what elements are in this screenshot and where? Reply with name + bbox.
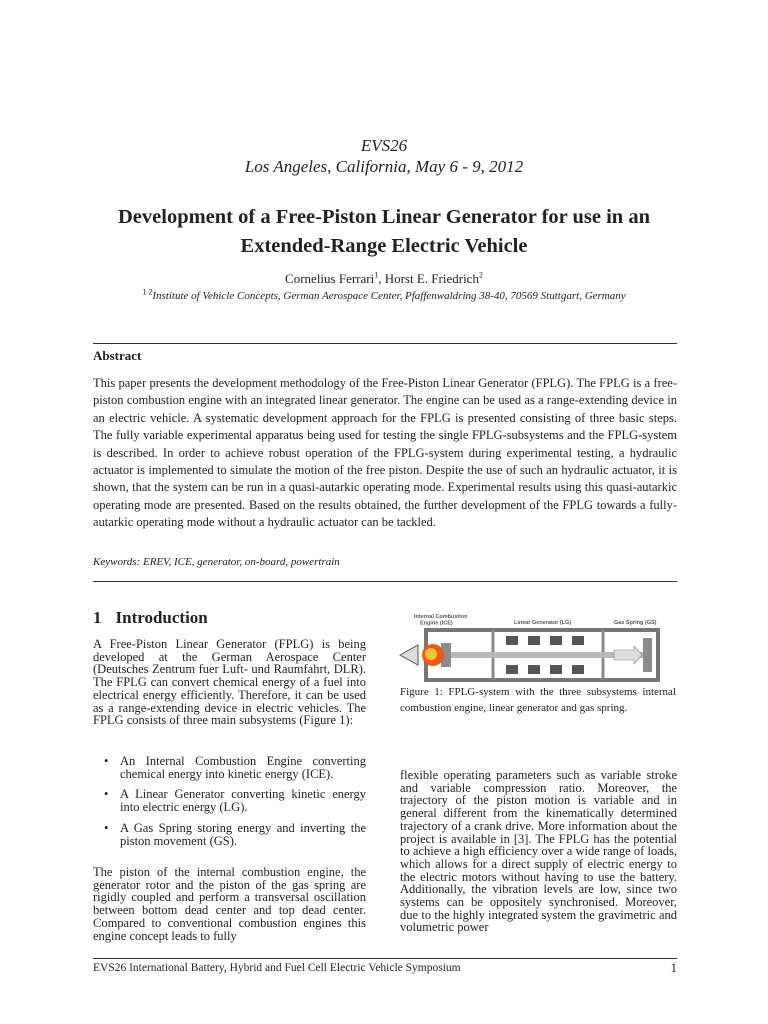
figure-label-lg: Linear Generator (LG) [514, 620, 572, 626]
figure-label-ice-1: Internal Combustion [414, 614, 468, 620]
author-mark: 2 [478, 270, 483, 280]
paper-title-line-1: Development of a Free-Piston Linear Generator for use in an [118, 206, 650, 228]
section-number: 1 [93, 608, 102, 627]
paper-title [0, 203, 768, 261]
affiliation-text: Institute of Vehicle Concepts, German Aerospace Center, Pfaffenwaldring 38-40, 70569 Stuttgart, Germany [152, 290, 626, 302]
list-item [93, 788, 366, 813]
footer-rule [93, 958, 677, 959]
author-name: Horst E. Friedrich [384, 271, 479, 286]
intro-right-paragraph: flexible operating parameters such as variable stroke and variable compression ratio. Moreover, the trajectory of the piston motion is variable and in general different from the kinematically determined trajectory of a crank drive. More information about the project is available in [3]. The FPLG has the potential to achieve a high efficiency over a wide range of loads, which allows for a direct supply of electric energy to the electric motors without having to use the battery. Additionally, the vibration levels are low, since two systems can be oppositely synchronised. Moreover, due to the highly integrated system the gravimetric and volumetric power [400, 768, 677, 935]
affiliation-marks: 1 2 [142, 287, 153, 297]
gas-spring-piston [643, 638, 652, 672]
affiliation [0, 287, 768, 302]
section-heading [93, 608, 208, 628]
footer-text: EVS26 International Battery, Hybrid and Fuel Cell Electric Vehicle Symposium [93, 962, 461, 974]
arrow-right-icon [614, 646, 642, 664]
injector-icon [400, 645, 418, 665]
author-name: Cornelius Ferrari [285, 271, 375, 286]
keywords: Keywords: EREV, ICE, generator, on-board, powertrain [93, 556, 340, 568]
author-list [0, 271, 768, 287]
figure-label-gs: Gas Spring (GS) [614, 620, 657, 626]
figure-caption: Figure 1: FPLG-system with the three subsystems internal combustion engine, linear generator and gas spring. [400, 686, 676, 714]
page-number: 1 [670, 960, 677, 975]
figure-label-ice-2: Engine (ICE) [420, 620, 453, 627]
list-item [93, 755, 366, 780]
bullet-icon: • [104, 787, 109, 802]
author-mark: 1 [374, 270, 379, 280]
bullet-icon: • [104, 820, 109, 835]
abstract-body: This paper presents the development methodology of the Free-Piston Linear Generator (FPLG). The FPLG is a free-piston combustion engine with an integrated linear generator. The engine can be used as a range-extending device in an electric vehicle. A systematic development approach for the FPLG is presented consisting of three basic steps. The fully variable experimental apparatus being used for testing the single FPLG-subsystems and the FPLG-system is described. In order to achieve robust operation of the FPLG-system during experimental testing, a hydraulic actuator is implemented to simulate the motion of the free piston. Despite the use of such an hydraulic actuator, it is shown, that the system can be run in a quasi-autarkic operating mode. Experimental results using this quasi-autarkic operating mode are presented. Based on the results obtained, the further development of the FPLG towards a fully-autarkic operating mode without a hydraulic actuator can be tackled. [93, 376, 677, 530]
author-separator: , [378, 271, 385, 286]
conference-name: EVS26 [360, 136, 408, 155]
intro-paragraph-2: The piston of the internal combustion engine, the generator rotor and the piston of the gas spring are rigidly coupled and perform a transversal oscillation between bottom dead center and top dead center. Compared to conventional combustion engines this engine concept leads to fully [93, 865, 366, 943]
intro-paragraph-1: A Free-Piston Linear Generator (FPLG) is being developed at the German Aerospace Center (Deutsches Zentrum fuer Luft- und Raumfahrt, DLR). The FPLG can convert chemical energy of a fuel into electrical energy efficiently. Therefore, it can be used as a range-extending device in electric vehicles. The FPLG consists of three main subsystems (Figure 1): [93, 637, 366, 728]
list-item-text: An Internal Combustion Engine converting chemical energy into kinetic energy (ICE). [120, 754, 366, 781]
paper-title-line-2: Extended-Range Electric Vehicle [240, 235, 528, 257]
list-item-text: A Gas Spring storing energy and inverting the piston movement (GS). [120, 820, 366, 848]
list-item [93, 822, 366, 847]
subsystem-list [93, 755, 366, 855]
abstract-bottom-rule [93, 581, 677, 582]
section-title: Introduction [115, 608, 208, 627]
abstract-top-rule [93, 343, 677, 344]
bullet-icon: • [104, 754, 109, 768]
fplg-figure [398, 610, 678, 682]
list-item-text: A Linear Generator converting kinetic energy into electric energy (LG). [120, 787, 366, 815]
combustion-flame-core [425, 648, 437, 660]
abstract-heading: Abstract [93, 348, 142, 363]
conference-location-date: Los Angeles, California, May 6 - 9, 2012 [244, 157, 524, 176]
